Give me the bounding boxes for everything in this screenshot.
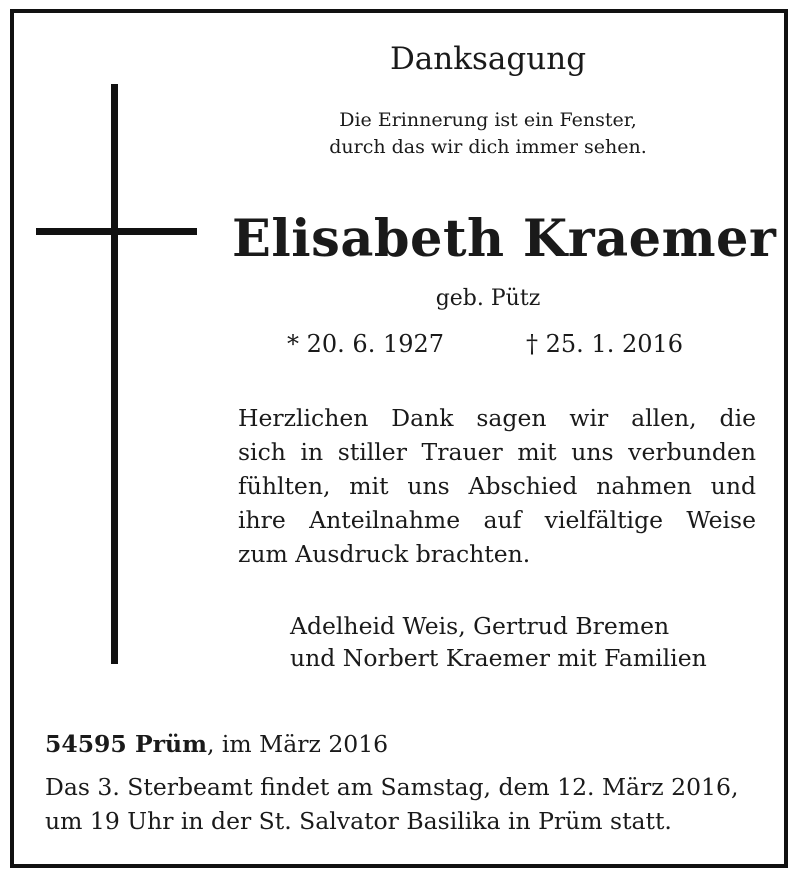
motto-line: Die Erinnerung ist ein Fenster, (339, 109, 637, 131)
motto-line: durch das wir dich immer sehen. (329, 136, 647, 158)
birth-date: * 20. 6. 1927 (287, 330, 445, 358)
thanks-line: fühlten, mit uns Abschied nahmen und (238, 472, 756, 500)
death-date: † 25. 1. 2016 (526, 330, 684, 358)
notice-heading: Danksagung (389, 41, 587, 77)
cross-vertical-bar (111, 84, 118, 664)
thanks-line: zum Ausdruck brachten. (238, 540, 531, 568)
notice-date: , im März 2016 (206, 730, 389, 758)
maiden-name: geb. Pütz (435, 286, 541, 311)
signatory-line: Adelheid Weis, Gertrud Bremen (290, 612, 670, 640)
cross-horizontal-bar (36, 228, 197, 235)
thanks-line: ihre Anteilnahme auf vielfältige Weise (238, 506, 756, 534)
deceased-name: Elisabeth Kraemer (232, 209, 777, 269)
place-name: 54595 Prüm (45, 730, 207, 758)
mass-note-line: Das 3. Sterbeamt findet am Samstag, dem 12. März 2016, (45, 773, 739, 801)
place-and-date (45, 727, 388, 761)
mass-note-line: um 19 Uhr in der St. Salvator Basilika in Prüm statt. (45, 807, 672, 835)
thanks-line: sich in stiller Trauer mit uns verbunden (238, 438, 756, 466)
signatory-line: und Norbert Kraemer mit Familien (290, 644, 707, 672)
thanks-paragraph (238, 401, 756, 571)
thanks-line: Herzlichen Dank sagen wir allen, die (238, 404, 756, 432)
